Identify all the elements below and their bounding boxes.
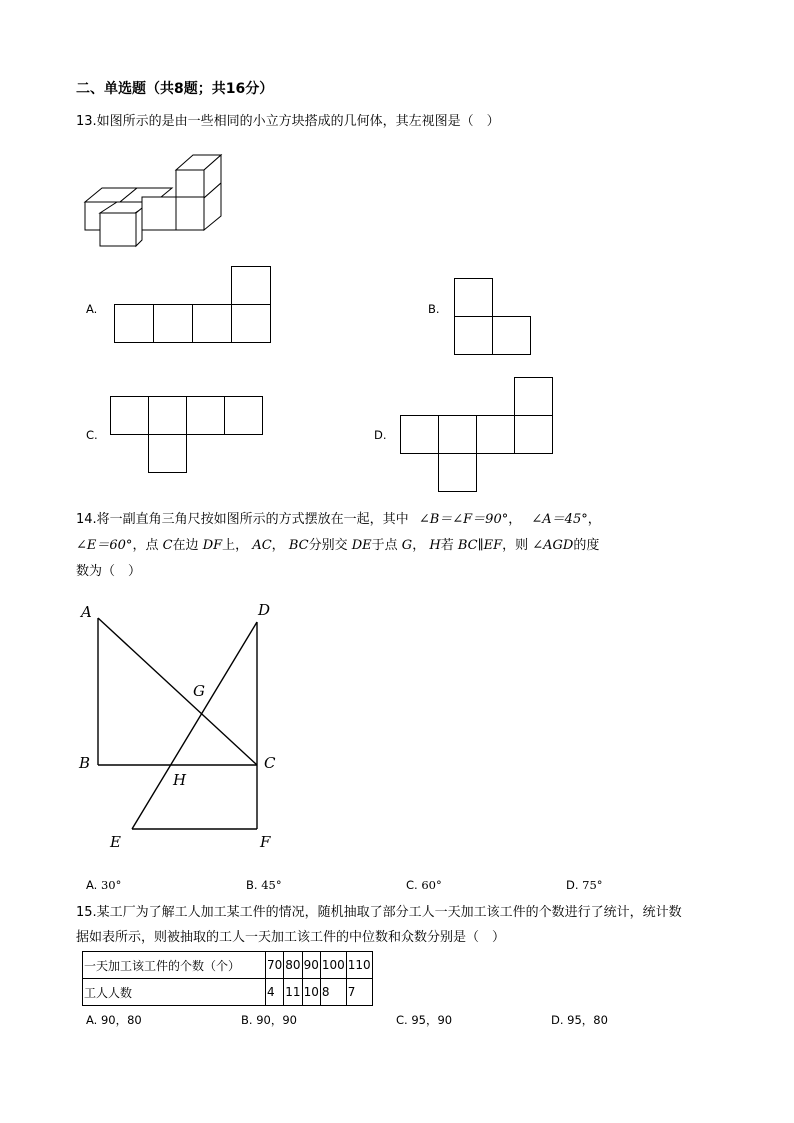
q14-label-b: B (79, 754, 91, 772)
q14-stem-line1: 14.将一副直角三角尺按如图所示的方式摆放在一起，其中 ∠B＝∠F＝90°， ∠A＝45°， (76, 512, 601, 527)
q15-stem-line1: 15.某工厂为了解工人加工某工件的情况，随机抽取了部分工人一天加工该工件的个数进行了统计，统计数 (76, 905, 682, 920)
q14-label-f: F (260, 833, 271, 851)
q13-stem: 13.如图所示的是由一些相同的小立方块搭成的几何体，其左视图是（ ） (76, 114, 500, 129)
q13-option-d-figure[interactable] (400, 377, 560, 495)
q14-angle-cond-2: ∠A＝45° (531, 512, 588, 527)
q13-option-b-figure[interactable] (454, 277, 534, 357)
table-cell: 11 (284, 979, 302, 1006)
q14-stem-line2: ∠E＝60°，点 C在边 DF上， AC， BC分别交 DE于点 G， H若 BC∥EF，则 ∠AGD的度 (76, 538, 600, 553)
section-title: 二、单选题（共8题；共16分） (76, 81, 274, 97)
q14-angle-cond-3: ∠E＝60° (76, 538, 133, 553)
table-cell: 80 (284, 952, 302, 979)
q13-option-a-label[interactable]: A. (86, 302, 98, 316)
table-cell: 90 (302, 952, 320, 979)
table-cell: 4 (266, 979, 284, 1006)
q14-target-angle: ∠AGD (532, 538, 574, 553)
q14-option-c[interactable]: C. 60° (406, 878, 442, 892)
table-cell: 10 (302, 979, 320, 1006)
q14-label-a: A (81, 603, 92, 621)
q13-option-c-label[interactable]: C. (86, 428, 98, 442)
q14-stem-line3: 数为（ ） (76, 564, 142, 579)
q15-option-d[interactable]: D. 95，80 (551, 1013, 608, 1027)
q13-option-a-figure[interactable] (114, 264, 274, 344)
q13-option-d-label[interactable]: D. (374, 428, 387, 442)
q14-option-b[interactable]: B. 45° (246, 878, 282, 892)
q14-angle-cond-1: ∠B＝∠F＝90° (418, 512, 509, 527)
q14-label-c: C (264, 754, 276, 772)
q15-stem-line2: 据如表所示，则被抽取的工人一天加工该工件的中位数和众数分别是（ ） (76, 930, 506, 945)
table-cell: 8 (320, 979, 346, 1006)
q13-option-b-label[interactable]: B. (428, 302, 440, 316)
q14-label-h: H (173, 771, 187, 789)
table-cell: 7 (346, 979, 372, 1006)
q13-option-c-figure[interactable] (110, 396, 270, 476)
table-cell: 100 (320, 952, 346, 979)
q15-option-b[interactable]: B. 90，90 (241, 1013, 297, 1027)
q15-option-a[interactable]: A. 90，80 (86, 1013, 142, 1027)
q14-label-d: D (258, 601, 271, 619)
table-header-cell: 工人人数 (83, 979, 266, 1006)
table-header-cell: 一天加工该工件的个数（个） (83, 952, 266, 979)
q14-label-g: G (193, 682, 205, 700)
table-cell: 70 (266, 952, 284, 979)
q14-parallel-cond: BC∥EF (457, 538, 503, 553)
table-row (83, 979, 373, 1006)
q14-option-d[interactable]: D. 75° (566, 878, 603, 892)
table-cell: 110 (346, 952, 372, 979)
q15-option-c[interactable]: C. 95，90 (396, 1013, 453, 1027)
q15-data-table (82, 951, 373, 1006)
table-row (83, 952, 373, 979)
q14-label-e: E (110, 833, 121, 851)
q13-cube-figure (80, 150, 230, 250)
q14-triangle-figure (70, 595, 300, 860)
q14-option-a[interactable]: A. 30° (86, 878, 122, 892)
